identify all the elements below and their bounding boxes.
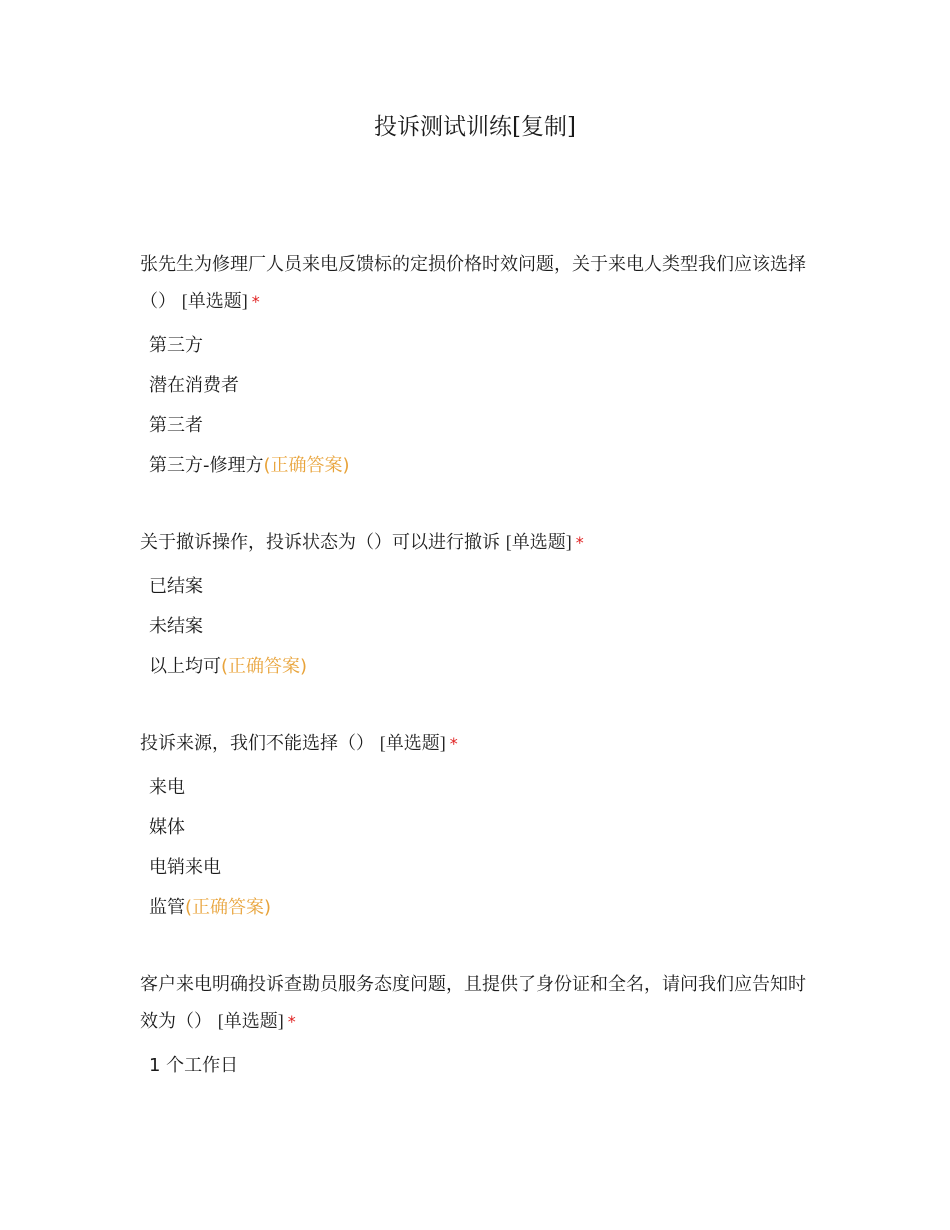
required-mark: * [251, 292, 260, 311]
question-type: [单选题] [217, 1011, 284, 1031]
question-type: [单选题] [181, 291, 248, 311]
option-text: 以上均可 [149, 656, 221, 677]
option-item [149, 607, 820, 647]
question-type: [单选题] [379, 733, 446, 753]
question-4 [140, 966, 820, 1086]
document-title: 投诉测试训练[复制] [374, 114, 576, 140]
correct-answer-mark: (正确答案) [185, 897, 272, 918]
question-text: 关于撤诉操作，投诉状态为（）可以进行撤诉 [140, 532, 500, 553]
question-1 [140, 246, 820, 486]
question-list [140, 246, 820, 1124]
option-text: 电销来电 [149, 857, 221, 878]
question-text: 投诉来源，我们不能选择（） [140, 733, 374, 754]
required-mark: * [287, 1012, 296, 1031]
option-text: 第三方-修理方 [149, 455, 264, 476]
question-3 [140, 725, 820, 928]
option-text: 1 个工作日 [149, 1055, 239, 1076]
correct-answer-mark: (正确答案) [263, 455, 350, 476]
option-text: 未结案 [149, 616, 203, 637]
question-stem [140, 725, 820, 762]
question-stem [140, 524, 820, 561]
option-item [149, 647, 820, 687]
option-item [149, 446, 820, 486]
option-item [149, 326, 820, 366]
correct-answer-mark: (正确答案) [221, 656, 308, 677]
option-list [140, 326, 820, 486]
option-list [140, 1046, 820, 1086]
option-item [149, 768, 820, 808]
question-type: [单选题] [505, 532, 572, 552]
option-item [149, 1046, 820, 1086]
option-item [149, 888, 820, 928]
option-text: 已结案 [149, 576, 203, 597]
required-mark: * [449, 734, 458, 753]
question-stem [140, 246, 820, 320]
option-list [140, 567, 820, 687]
option-text: 来电 [149, 777, 185, 798]
option-text: 监管 [149, 897, 185, 918]
option-item [149, 848, 820, 888]
option-list [140, 768, 820, 928]
option-item [149, 808, 820, 848]
option-text: 媒体 [149, 817, 185, 838]
option-text: 第三方 [149, 335, 203, 356]
option-text: 潜在消费者 [149, 375, 239, 396]
option-item [149, 366, 820, 406]
question-stem [140, 966, 820, 1040]
required-mark: * [575, 533, 584, 552]
option-item [149, 406, 820, 446]
option-text: 第三者 [149, 415, 203, 436]
question-text: 客户来电明确投诉查勘员服务态度问题，且提供了身份证和全名，请问我们应告知时效为（） [140, 974, 806, 1032]
question-text: 张先生为修理厂人员来电反馈标的定损价格时效问题，关于来电人类型我们应该选择（） [140, 254, 806, 312]
question-2 [140, 524, 820, 687]
option-item [149, 567, 820, 607]
